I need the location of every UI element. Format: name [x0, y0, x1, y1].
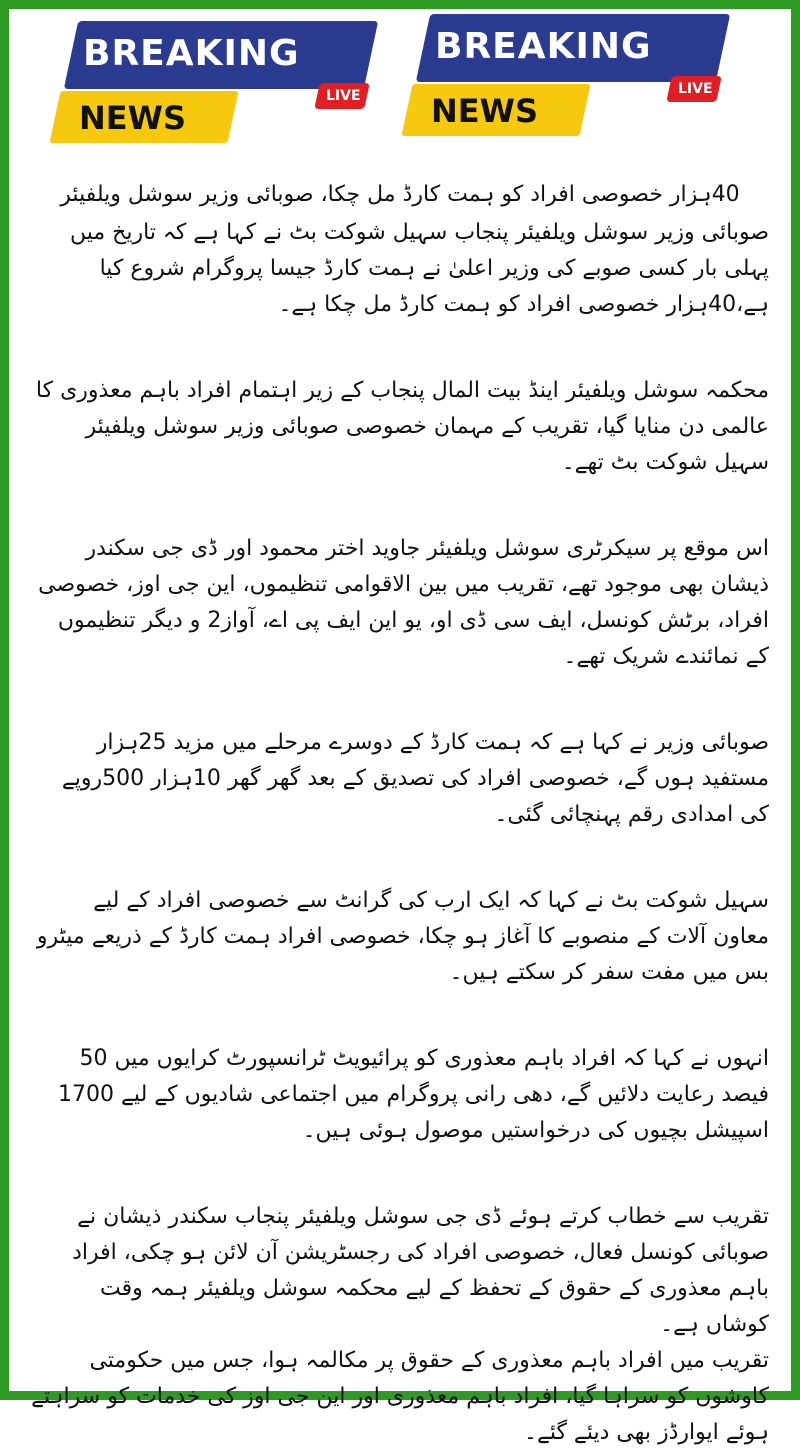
header-banner — [9, 9, 791, 159]
breaking-label: BREAKING — [435, 26, 652, 67]
article-paragraph: تقریب سے خطاب کرتے ہوئے ڈی جی سوشل ویلفیئر پنجاب سکندر ذیشان نے صوبائی کونسل فعال، خصوصی افراد کی رجسٹریشن آن لائن ہو چکی، افراد باہم معذوری کے حقوق کے تحفظ کے لیے محکمہ سوشل ویلفیئر ہمہ وقت کوشاں ہے۔ — [72, 1204, 769, 1337]
article-paragraph: محکمہ سوشل ویلفیئر اینڈ بیت المال پنجاب کے زیر اہتمام افراد باہم معذوری کا عالمی دن منایا گیا، تقریب کے مہمان خصوصی صوبائی وزیر سوشل ویلفیئر سہیل شوکت بٹ تھے۔ — [35, 378, 769, 475]
article-paragraph: تقریب میں افراد باہم معذوری کے حقوق پر مکالمہ ہوا، جس میں حکومتی کاوشوں کو سراہا گیا، افراد باہم معذوری اور این جی اوز کی خدمات کو سراہتے ہوئے ایوارڈز بھی دیئے گئے۔ — [31, 1348, 769, 1445]
article-body — [31, 177, 769, 1451]
news-label: NEWS — [79, 99, 186, 137]
live-label: LIVE — [678, 81, 713, 97]
article-paragraph: سہیل شوکت بٹ نے کہا کہ ایک ارب کی گرانٹ سے خصوصی افراد کے لیے معاون آلات کے منصوبے کا آغاز ہو چکا، خصوصی افراد ہمت کارڈ کے ذریعے میٹرو بس میں مفت سفر کر سکتے ہیں۔ — [36, 888, 769, 985]
article-paragraph: صوبائی وزیر سوشل ویلفیئر پنجاب سہیل شوکت بٹ نے کہا ہے کہ تاریخ میں پہلی بار کسی صوبے کی وزیر اعلیٰ نے ہمت کارڈ جیسا پروگرام شروع کیا ہے،40ہزار خصوصی افراد کو ہمت کارڈ مل چکا ہے۔ — [70, 220, 769, 317]
article-headline: 40ہزار خصوصی افراد کو ہمت کارڈ مل چکا، صوبائی وزیر سوشل ویلفیئر — [60, 182, 740, 207]
news-label: NEWS — [431, 92, 538, 130]
breaking-label: BREAKING — [83, 33, 300, 74]
article-paragraph: انہوں نے کہا کہ افراد باہم معذوری کو پرائیویٹ ٹرانسپورٹ کرایوں میں 50 فیصد رعایت دلائیں گے، دھی رانی پروگرام میں اجتماعی شادیوں کے لیے 1700 اسپیشل بچیوں کی درخواستیں موصول ہوئی ہیں۔ — [58, 1046, 769, 1143]
breaking-news-badge — [51, 11, 391, 151]
article-paragraph: اس موقع پر سیکرٹری سوشل ویلفیئر جاوید اختر محمود اور ڈی جی سکندر ذیشان بھی موجود تھے، تقریب میں بین الاقوامی تنظیموں، این جی اوز، خصوصی افراد، برٹش کونسل، ایف سی ڈی او، یو این ایف پی اے، آواز2 و دیگر تنظیموں کے نمائندے شریک تھے۔ — [38, 536, 769, 669]
live-label: LIVE — [326, 88, 361, 104]
breaking-news-badge — [403, 4, 743, 144]
article-paragraph: صوبائی وزیر نے کہا ہے کہ ہمت کارڈ کے دوسرے مرحلے میں مزید 25ہزار مستفید ہوں گے، خصوصی افراد کی تصدیق کے بعد گھر گھر 10ہزار 500روپے کی امدادی رقم پہنچائی گئی۔ — [61, 730, 769, 827]
